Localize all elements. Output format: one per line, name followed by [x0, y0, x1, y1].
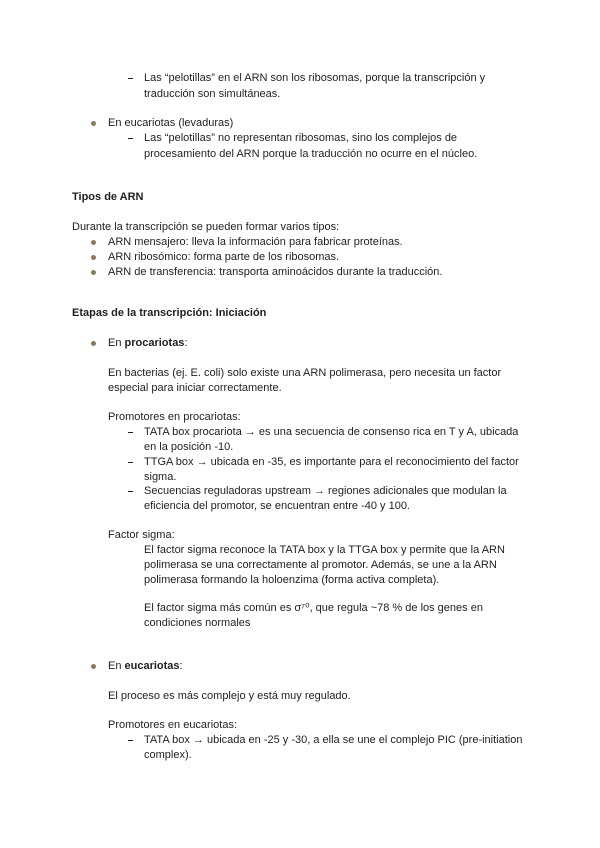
dash-bullet: [128, 432, 133, 433]
bullet-suffix: :: [179, 660, 183, 672]
bullet-dot: [91, 341, 96, 346]
subheading: Promotores en eucariotas:: [108, 719, 238, 731]
dash-bullet: [128, 138, 133, 139]
paragraph-line: especial para iniciar correctamente.: [108, 382, 282, 394]
bullet-suffix: :: [184, 337, 188, 349]
bullet-dot: [91, 255, 96, 260]
paragraph-line: polimerasa formando la holoenzima (forma activa completa).: [144, 574, 440, 586]
section-heading: Tipos de ARN: [72, 191, 144, 203]
list-item: ARN ribosómico: forma parte de los ribosomas.: [108, 251, 340, 263]
paragraph-line: El factor sigma reconoce la TATA box y la TTGA box y permite que la ARN: [144, 544, 505, 556]
bullet-prefix: En: [108, 660, 125, 672]
dash-bullet: [128, 491, 133, 492]
paragraph-line: polimerasa se una correctamente al promotor. Además, se une a la ARN: [144, 559, 497, 571]
subheading: Promotores en procariotas:: [108, 411, 241, 423]
text-line: sigma.: [144, 471, 177, 483]
dash-bullet: [128, 78, 133, 79]
text-line: en la posición -10.: [144, 441, 234, 453]
bullet-text: [108, 659, 183, 674]
list-item: ARN mensajero: lleva la información para fabricar proteínas.: [108, 236, 403, 248]
bullet-text: [108, 336, 188, 351]
bold-term: procariotas: [124, 337, 185, 349]
text-line: complex).: [144, 749, 192, 761]
text-line: Las “pelotillas” en el ARN son los ribosomas, porque la transcripción y: [144, 72, 486, 84]
bullet-dot: [91, 664, 96, 669]
text-line: eficiencia del promotor, se encuentran entre -40 y 100.: [144, 500, 410, 512]
paragraph-line: El factor sigma más común es σ⁷⁰, que regula ~78 % de los genes en: [144, 602, 483, 614]
text-line: traducción son simultáneas.: [144, 88, 281, 100]
bullet-dot: [91, 240, 96, 245]
section-heading: Etapas de la transcripción: Iniciación: [72, 307, 267, 319]
bold-term: eucariotas: [124, 660, 180, 672]
subheading: Factor sigma:: [108, 529, 175, 541]
bullet-text: En eucariotas (levaduras): [108, 117, 234, 129]
paragraph-line: condiciones normales: [144, 617, 251, 629]
paragraph: Durante la transcripción se pueden formar varios tipos:: [72, 221, 340, 233]
text-line: TTGA box → ubicada en -35, es importante para el reconocimiento del factor: [144, 456, 519, 468]
paragraph: El proceso es más complejo y está muy regulado.: [108, 690, 351, 702]
text-line: procesamiento del ARN porque la traducción no ocurre en el núcleo.: [144, 148, 478, 160]
bullet-dot: [91, 121, 96, 126]
bullet-prefix: En: [108, 337, 125, 349]
dash-bullet: [128, 462, 133, 463]
paragraph-line: En bacterias (ej. E. coli) solo existe una ARN polimerasa, pero necesita un factor: [108, 367, 502, 379]
text-line: TATA box procariota → es una secuencia de consenso rica en T y A, ubicada: [144, 426, 519, 438]
text-line: Las “pelotillas” no representan ribosomas, sino los complejos de: [144, 132, 458, 144]
list-item: ARN de transferencia: transporta aminoácidos durante la traducción.: [108, 266, 443, 278]
text-line: Secuencias reguladoras upstream → regiones adicionales que modulan la: [144, 485, 507, 497]
dash-bullet: [128, 740, 133, 741]
bullet-dot: [91, 270, 96, 275]
text-line: TATA box → ubicada en -25 y -30, a ella se une el complejo PIC (pre-initiation: [144, 734, 523, 746]
